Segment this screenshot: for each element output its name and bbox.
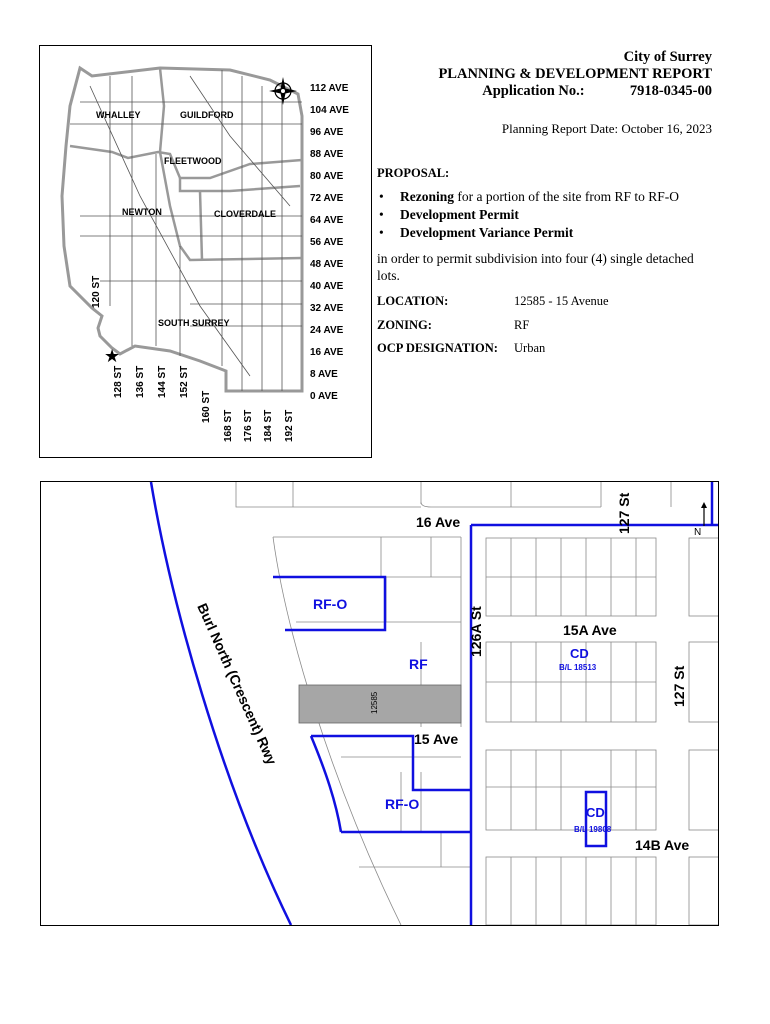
site-location-star-icon: ★: [104, 346, 121, 366]
railway-label: Burl North (Crescent) Rwy: [194, 600, 281, 768]
application-line: [482, 83, 712, 100]
avenue-label: 88 AVE: [310, 149, 344, 160]
zone-label-rf-o: RF-O: [313, 596, 348, 612]
street-127-st: 127 St: [671, 665, 687, 707]
key-map: [39, 45, 372, 458]
street-label: 144 ST: [157, 365, 168, 398]
avenue-label: 112 AVE: [310, 83, 349, 94]
district-guildford: GUILDFORD: [180, 110, 234, 120]
avenue-label: 40 AVE: [310, 281, 344, 292]
proposal-heading: PROPOSAL:: [377, 166, 450, 180]
district-newton: NEWTON: [122, 207, 162, 217]
site-map: [40, 481, 719, 926]
avenue-label: 96 AVE: [310, 127, 344, 138]
avenue-label: 56 AVE: [310, 237, 344, 248]
street-label: 160 ST: [201, 390, 212, 423]
district-whalley: WHALLEY: [96, 110, 141, 120]
avenue-label: 72 AVE: [310, 193, 344, 204]
proposal-item-text: for a portion of the site from RF to RF-O: [454, 189, 679, 204]
location-value: 12585 - 15 Avenue: [514, 294, 609, 308]
street-label: 136 ST: [135, 365, 146, 398]
bylaw-label: B/L 19808: [574, 825, 612, 834]
street-15a-ave: 15A Ave: [563, 622, 617, 638]
proposal-item-title: Rezoning: [400, 189, 454, 204]
street-14b-ave: 14B Ave: [635, 837, 690, 853]
ocp-value: Urban: [514, 341, 546, 355]
street-15-ave: 15 Ave: [414, 731, 459, 747]
north-arrow-icon: [701, 502, 707, 526]
proposal-purpose: in order to permit subdivision into four (4) single detached lots.: [377, 251, 694, 283]
proposal-list: [377, 188, 717, 242]
street-126a-st: 126A St: [468, 606, 484, 657]
ocp-label: OCP DESIGNATION:: [377, 341, 498, 355]
street-16-ave: 16 Ave: [416, 514, 461, 530]
avenue-labels: [310, 83, 349, 402]
avenue-label: 24 AVE: [310, 325, 344, 336]
avenue-label: 104 AVE: [310, 105, 349, 116]
zoning-label: ZONING:: [377, 318, 432, 332]
avenue-label: 80 AVE: [310, 171, 344, 182]
site-map-graphic: [41, 482, 718, 925]
street-label: 192 ST: [284, 409, 295, 442]
street-label: 120 ST: [91, 275, 102, 308]
parcel-address: 12585: [370, 691, 379, 714]
zone-label-cd: CD: [570, 646, 589, 661]
report-title: PLANNING & DEVELOPMENT REPORT: [438, 66, 712, 82]
north-label: N: [694, 527, 702, 538]
avenue-label: 16 AVE: [310, 347, 344, 358]
zone-label-rf-o: RF-O: [385, 796, 420, 812]
zone-label-cd: CD: [586, 805, 605, 820]
bylaw-label: B/L 18513: [559, 663, 597, 672]
avenue-label: 8 AVE: [310, 369, 338, 380]
district-fleetwood: FLEETWOOD: [164, 156, 222, 166]
proposal-item: [377, 206, 717, 224]
street-label: 152 ST: [179, 365, 190, 398]
report-date: Planning Report Date: October 16, 2023: [501, 121, 712, 136]
avenue-label: 48 AVE: [310, 259, 344, 270]
street-label: 128 ST: [113, 365, 124, 398]
proposal-item-title: Development Variance Permit: [400, 225, 574, 240]
district-south-surrey: SOUTH SURREY: [158, 318, 230, 328]
subject-parcel: [299, 685, 461, 723]
location-label: LOCATION:: [377, 294, 449, 308]
street-label: 184 ST: [263, 409, 274, 442]
avenue-label: 64 AVE: [310, 215, 344, 226]
application-number: 7918-0345-00: [629, 83, 712, 99]
avenue-label: 0 AVE: [310, 391, 338, 402]
application-label: Application No.:: [482, 83, 585, 99]
proposal-item: [377, 224, 717, 242]
district-cloverdale: CLOVERDALE: [214, 209, 277, 219]
zoning-value: RF: [514, 318, 530, 332]
city-name: City of Surrey: [623, 49, 712, 65]
key-map-graphic: [40, 46, 371, 457]
street-127-st-top: 127 St: [616, 492, 632, 534]
proposal-item: [377, 188, 717, 206]
zone-label-rf: RF: [409, 656, 428, 672]
street-label: 168 ST: [223, 409, 234, 442]
avenue-label: 32 AVE: [310, 303, 344, 314]
street-label: 176 ST: [243, 409, 254, 442]
proposal-item-title: Development Permit: [400, 207, 519, 222]
